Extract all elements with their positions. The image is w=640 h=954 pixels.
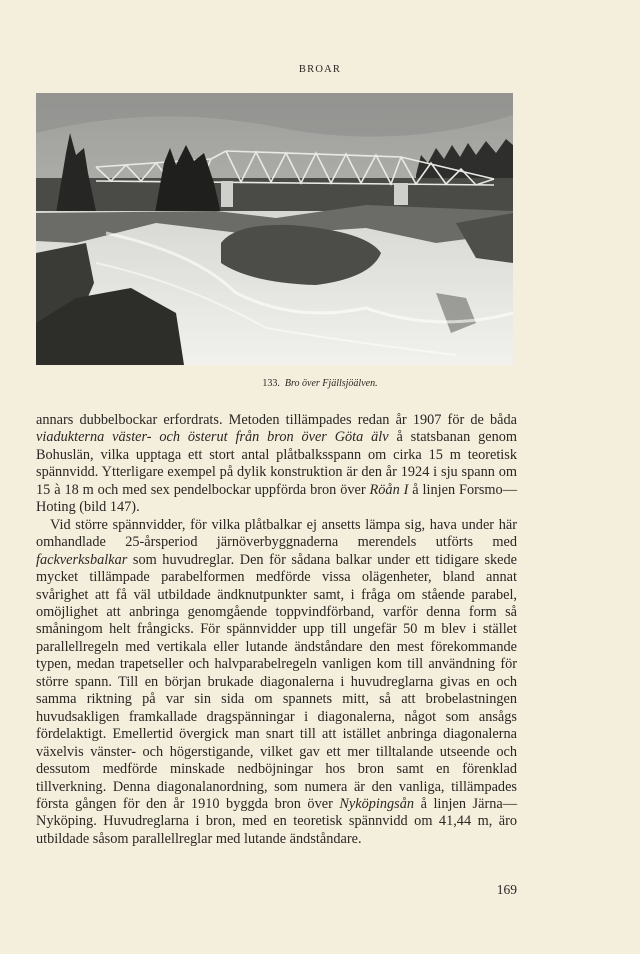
text-segment: annars dubbelbockar erfordrats. Metoden tillämpades redan år 1907 för de båda xyxy=(36,412,517,428)
text-segment: å linjen Forsmo—Hoting (bild 147). xyxy=(36,481,517,516)
text-segment: å statsbanan genom Bohuslän, vilka upptaga ett stort antal plåtbalksspann om cirka 15 m teoretisk spännvidd. Ytterligare exempel på dylik konstruktion är den år 1924 i sju spann om 15 à 18 m och med sex pendelbockar uppförda bron över xyxy=(36,429,517,498)
text-segment: Vid större spännvidder, för vilka plåtbalkar ej ansetts lämpa sig, hava under här omhandlade 25-årsperiod järnöverbyggnaderna merendels utförts med xyxy=(36,516,517,551)
text-segment: som huvudreglar. Den för sådana balkar under ett tidigare skede mycket tillämpade parabelformen medförde vissa olägenheter, bland annat svårighet att få väl utbildade ändknutpunkter samt, i fråga om stående parabel, omöjlighet att anbringa genomgående toppvindförband, varför denna form så småningom helt frångicks. För spännvidder upp till ungefär 50 m blev i stället parallellregeln med vertikala eller lutande ändståndare den mest förekommande typen, medan trapetseller och halvparabelregeln vanligen kom till användning för större spann. Till en början brukade diagonalerna i huvudreglarna givas en och samma riktning på var sin sida om spannets mitt, så att brobelastningen huvudsakligen framkallade dragspänningar i diagonalerna, något som ansågs fördelaktigt. Emellertid övergick man snart till att istället anbringa diagonalerna växelvis vänster- och högerstigande, vilket gav ett mer tilltalande utseende och dessutom medförde minskade nedböjningar hos bron samt en förenklad tillverkning. Denna diagonalanordning, som numera är den vanliga, tillämpades första gången för den år 1910 byggda bron över xyxy=(36,551,517,812)
text-segment-italic: Röån I xyxy=(369,481,409,498)
text-segment: å linjen Järna—Nyköping. Huvudreglarna i bron, med en teoretisk spännvidd om 41,44 m, äro utbildade såsom parallellreglar med lutande ändståndare. xyxy=(36,795,518,847)
body-text xyxy=(36,412,517,848)
text-segment-italic: fackverksbalkar xyxy=(36,551,128,568)
bridge-photograph xyxy=(36,93,513,365)
figure-number: 133. xyxy=(262,378,280,389)
paragraph-2 xyxy=(36,517,517,849)
figure-caption-text: Bro över Fjällsjöälven. xyxy=(284,378,378,389)
text-segment-italic: viadukterna väster- och österut från bron över Göta älv xyxy=(36,429,389,446)
text-segment-italic: Nyköpingsån xyxy=(339,795,415,812)
figure-caption xyxy=(0,378,640,389)
paragraph-1 xyxy=(36,412,517,517)
running-head: BROAR xyxy=(298,64,342,75)
page-number: 169 xyxy=(496,882,517,897)
